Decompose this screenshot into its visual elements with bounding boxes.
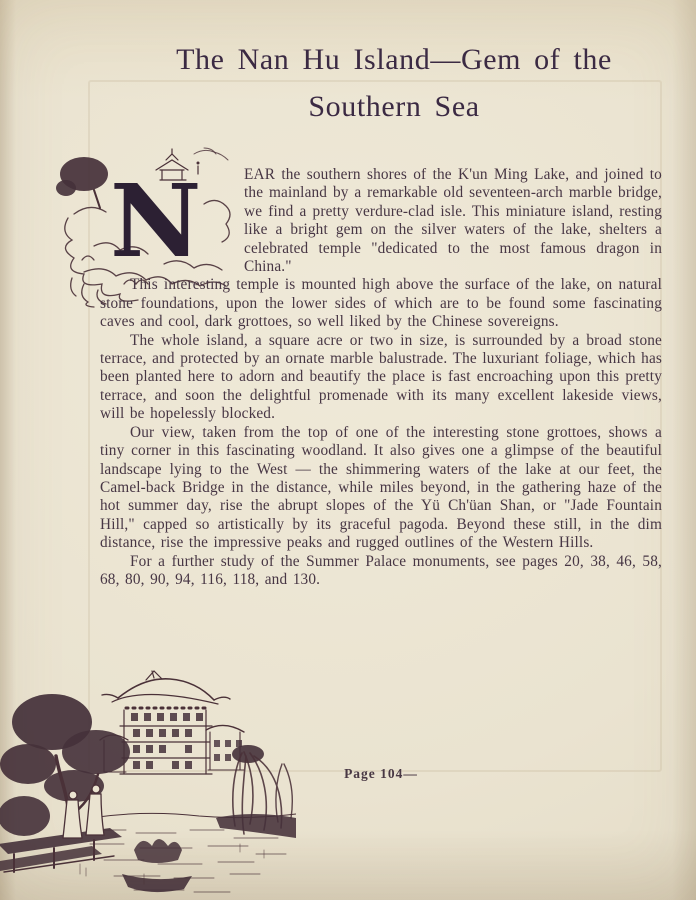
dropcap-illustration [54,144,240,280]
paragraph: This interesting temple is mounted high above the surface of the lake, on natural stone foundations, upon the lower sides of which are to be found some fascinating caves and cool, dark grottoes, so well liked by the Chinese sovereigns. [100,276,662,331]
tree-canopy [56,157,108,208]
building-windows [131,713,203,769]
title-line-2: Southern Sea [308,90,480,123]
lake-water [90,813,296,892]
lakeside-pagoda-sketch-icon [0,668,296,900]
title-line-1: The Nan Hu Island—Gem of the [176,43,612,76]
boat [122,874,192,892]
paragraph: The whole island, a square acre or two in size, is surrounded by a broad stone terrace, and protected by an ornate marble balustrade. The luxuriant foliage, which has been planted here to adorn and beautify the place is fast encroaching upon this pretty terrace, and soon the delightful promenade with its many excellent lakeside views, will be hopelessly blocked. [100,331,662,423]
body-text-block [100,162,662,589]
paragraph: EAR the southern shores of the K'un Ming Lake, and joined to the mainland by a remarkable old seventeen-arch marble bridge, we find a pretty verdure-clad isle. This miniature island, resting like a bright gem on the silver waters of the lake, shelters a celebrated temple "dedicated to the most famous dragon in China." [244,166,662,276]
page-number: Page 104— [344,766,418,781]
footer-illustration [0,668,296,900]
page-title [110,36,678,130]
paragraph: Our view, taken from the top of one of the interesting stone grottoes, shows a tiny corner in this fascinating woodland. It also gives one a glimpse of the beautiful landscape lying to the West — the shimmering waters of the lake at our feet, the Camel-back Bridge in the distance, while miles beyond, in the gathering haze of the hot summer day, rise the abrupt slopes of the Yü Ch'üan Shan, or "Jade Fountain Hill," capped so artistically by its graceful pagoda. Beyond these still, in the dim distance, rise the impressive peaks and rugged outlines of the Western Hills. [100,423,662,552]
dropcap-letter: N [110,162,202,280]
paragraph: For a further study of the Summer Palace monuments, see pages 20, 38, 46, 58, 68, 80, 90, 94, 116, 118, and 130. [100,552,662,588]
